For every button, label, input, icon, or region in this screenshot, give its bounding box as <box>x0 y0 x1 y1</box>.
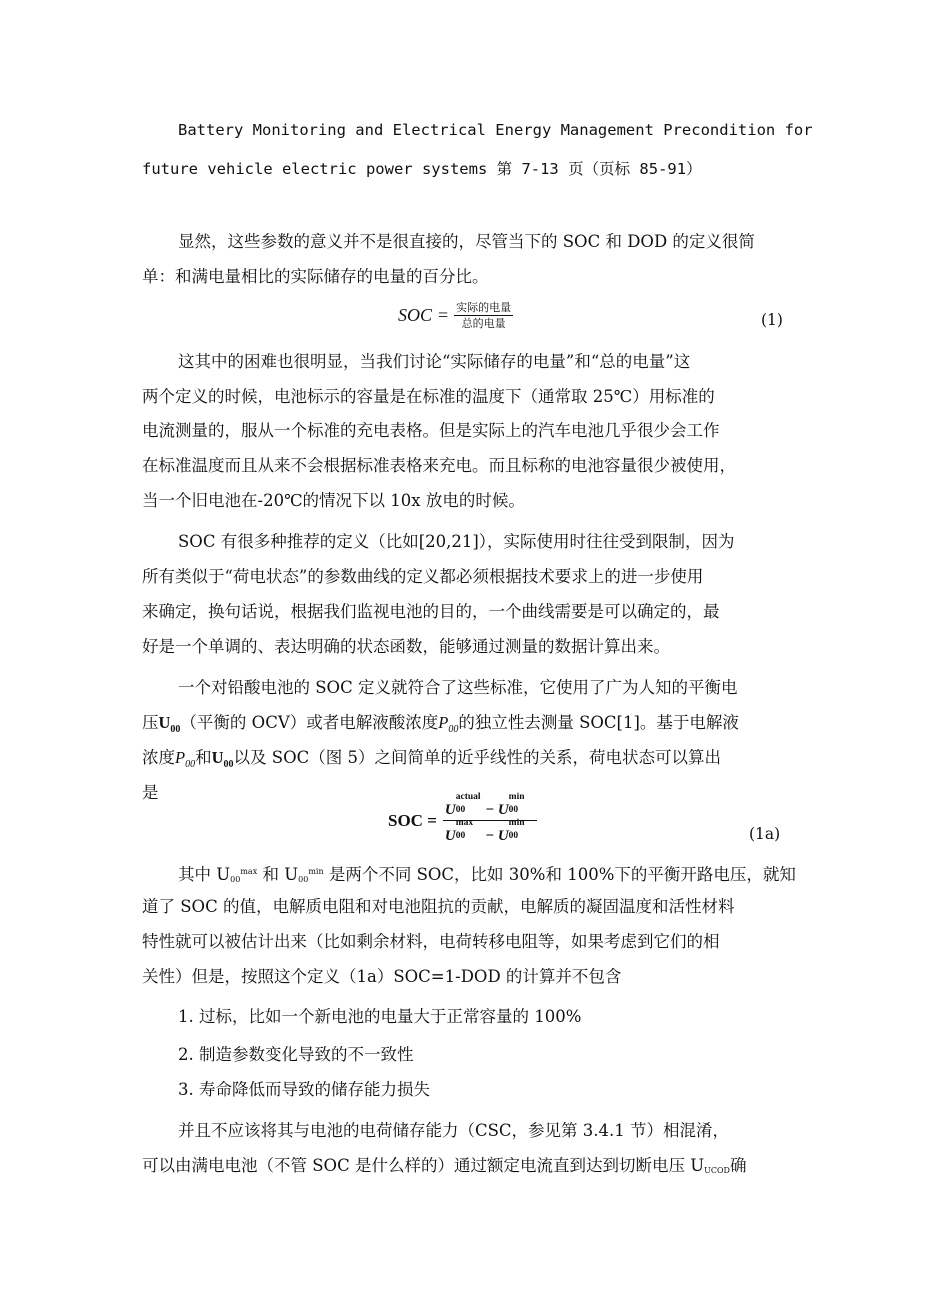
reference-line-2: future vehicle electric power systems 第 7-13 页（页标 85-91） <box>142 160 702 178</box>
superscript: min <box>508 792 525 802</box>
text-run: 以及 SOC（图 5）之间简单的近乎线性的关系，荷电状态可以算出 <box>233 748 721 767</box>
symbol-subscript: 00 <box>170 724 181 735</box>
list-item: 2. 制造参数变化导致的不一致性 <box>178 1045 414 1064</box>
list-item: 1. 过标，比如一个新电池的电量大于正常容量的 100% <box>178 1007 582 1026</box>
subscript: UCOD <box>704 1166 730 1175</box>
equation-1-fraction <box>454 301 513 330</box>
equation-1-equals: = <box>438 305 449 325</box>
equation-1a-denominator <box>443 818 537 845</box>
paragraph-line: 这其中的困难也很明显，当我们讨论“实际储存的电量”和“总的电量”这 <box>178 352 691 371</box>
paragraph-line: 所有类似于“荷电状态”的参数曲线的定义都必须根据技术要求上的进一步使用 <box>142 567 704 586</box>
equation-1a-fraction <box>443 792 537 845</box>
subscript: 00 <box>298 875 309 884</box>
text-run: 和 <box>195 748 212 767</box>
paragraph-line: 道了 SOC 的值，电解质电阻和对电池阻抗的贡献，电解质的凝固温度和活性材料 <box>142 897 735 916</box>
text-run: 确 <box>729 1156 747 1175</box>
minus-sign: − <box>481 802 498 818</box>
subscript: 00 <box>455 805 466 815</box>
superscript: min <box>308 867 324 876</box>
symbol-subscript: 00 <box>185 759 196 770</box>
paragraph-line: 两个定义的时候，电池标示的容量是在标准的温度下（通常取 25℃）用标准的 <box>142 387 715 406</box>
symbol-letter: U <box>158 713 171 732</box>
paragraph-line <box>142 713 739 740</box>
paragraph-line: 并且不应该将其与电池的电荷储存能力（CSC，参见第 3.4.1 节）相混淆， <box>178 1121 730 1140</box>
paragraph-line: 一个对铅酸电池的 SOC 定义就符合了这些标准，它使用了广为人知的平衡电 <box>178 678 738 697</box>
subscript: 00 <box>508 805 519 815</box>
symbol-p00 <box>175 748 196 770</box>
symbol-subscript: 00 <box>223 759 234 770</box>
symbol-letter: U <box>497 802 509 818</box>
equation-1a-number: (1a) <box>749 825 781 843</box>
paragraph-line: 是 <box>142 783 159 802</box>
paragraph-line <box>178 862 796 890</box>
superscript: min <box>508 818 525 828</box>
equation-1a <box>388 792 537 845</box>
subscript: 00 <box>455 831 466 841</box>
paragraph-line <box>142 748 721 775</box>
equation-1 <box>398 301 513 330</box>
equation-1-number: (1) <box>761 311 783 329</box>
reference-line-1: Battery Monitoring and Electrical Energy Management Precondition for <box>178 121 813 139</box>
symbol-letter: U <box>444 802 456 818</box>
script-pair <box>508 818 535 841</box>
equation-1-lhs: SOC <box>398 305 433 325</box>
paragraph-line: 单：和满电量相比的实际储存的电量的百分比。 <box>142 267 489 286</box>
paragraph-line: 显然，这些参数的意义并不是很直接的，尽管当下的 SOC 和 DOD 的定义很简 <box>178 232 755 251</box>
paragraph-line: 关性）但是，按照这个定义（1a）SOC=1-DOD 的计算并不包含 <box>142 967 622 986</box>
script-pair <box>455 818 482 841</box>
paragraph-line: 当一个旧电池在-20℃的情况下以 10x 放电的时候。 <box>142 491 525 510</box>
minus-sign: − <box>481 828 498 844</box>
paragraph-line <box>142 1156 746 1181</box>
symbol-u00 <box>211 748 234 770</box>
symbol-letter: U <box>497 828 509 844</box>
superscript: actual <box>455 792 481 802</box>
paragraph-line: 电流测量的，服从一个标准的充电表格。但是实际上的汽车电池几乎很少会工作 <box>142 421 720 440</box>
symbol-subscript: 00 <box>448 724 459 735</box>
superscript: max <box>240 867 258 876</box>
subscript: 00 <box>508 831 519 841</box>
paragraph-line: 来确定，换句话说，根据我们监视电池的目的，一个曲线需要是可以确定的，最 <box>142 602 720 621</box>
equation-1a-lhs: SOC = <box>388 810 437 830</box>
paragraph-line: 好是一个单调的、表达明确的状态函数，能够通过测量的数据计算出来。 <box>142 637 670 656</box>
list-item: 3. 寿命降低而导致的储存能力损失 <box>178 1080 430 1099</box>
text-run: 其中 U <box>178 865 231 884</box>
text-run: 的独立性去测量 SOC[1]。基于电解液 <box>458 713 739 732</box>
symbol-u00 <box>158 713 181 735</box>
subscript: 00 <box>230 875 241 884</box>
text-run: 可以由满电电池（不管 SOC 是什么样的）通过额定电流直到达到切断电压 U <box>142 1156 705 1175</box>
equation-1-numerator: 实际的电量 <box>456 301 512 314</box>
symbol-letter: U <box>211 748 224 767</box>
symbol-p00 <box>438 713 459 735</box>
text-run: 浓度 <box>142 748 175 767</box>
text-run: 是两个不同 SOC，比如 30%和 100%下的平衡开路电压，就知 <box>323 865 796 884</box>
superscript: max <box>455 818 474 828</box>
text-run: 压 <box>142 713 159 732</box>
paragraph-line: 特性就可以被估计出来（比如剩余材料，电荷转移电阻等，如果考虑到它们的相 <box>142 932 720 951</box>
script-pair <box>455 792 482 815</box>
paragraph-line: 在标准温度而且从来不会根据标准表格来充电。而且标称的电池容量很少被使用， <box>142 456 736 475</box>
paragraph-line: SOC 有很多种推荐的定义（比如[20,21]），实际使用时往往受到限制，因为 <box>178 532 735 551</box>
symbol-letter: P <box>438 713 449 732</box>
script-pair <box>508 792 535 815</box>
equation-1-denominator: 总的电量 <box>461 317 506 330</box>
text-run: （平衡的 OCV）或者电解液酸浓度 <box>180 713 439 732</box>
text-run: 和 U <box>257 865 299 884</box>
symbol-letter: U <box>444 828 456 844</box>
symbol-letter: P <box>175 748 186 767</box>
